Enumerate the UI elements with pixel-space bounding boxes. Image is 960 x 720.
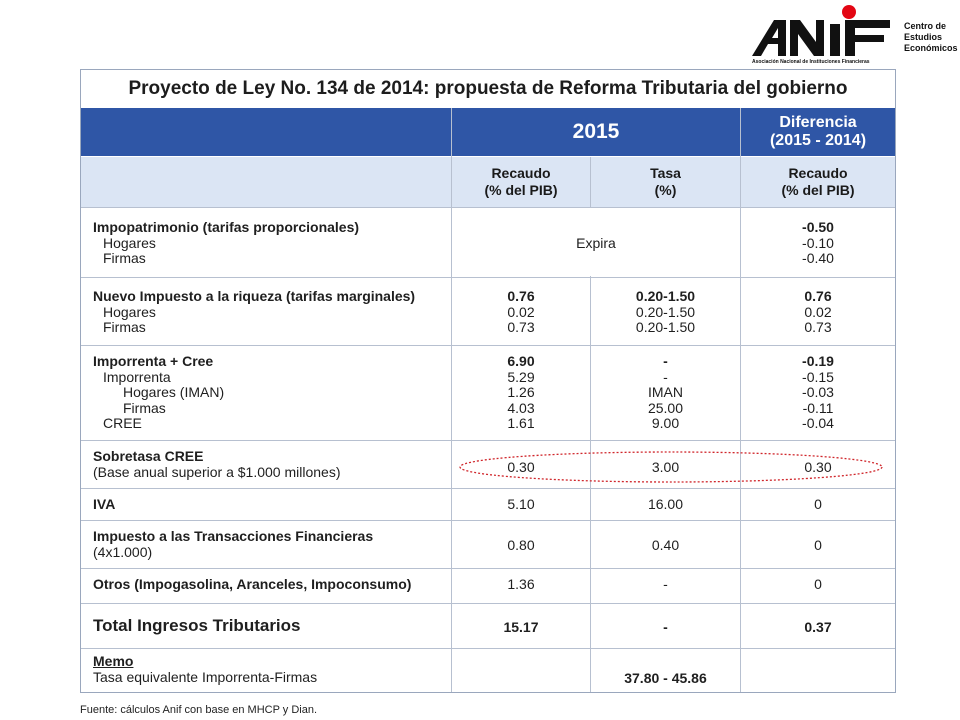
- header-diff: Diferencia (2015 - 2014): [741, 108, 895, 156]
- logo-subtitle: Asociación Nacional de Instituciones Financieras: [752, 59, 870, 65]
- riqueza-tasa: 0.20-1.50 0.20-1.50 0.20-1.50: [635, 288, 696, 335]
- grid-line: [81, 488, 895, 489]
- memo-tasa: 37.80 - 45.86: [624, 670, 707, 686]
- otros-recaudo: 1.36: [507, 576, 535, 592]
- subheader-recaudo: Recaudo (% del PIB): [452, 157, 590, 207]
- iva-tasa: 16.00: [647, 496, 684, 512]
- grid-line: [81, 648, 895, 649]
- highlight-ellipse: [458, 450, 884, 484]
- total-recaudo: 15.17: [503, 619, 539, 635]
- iva-diff: 0: [814, 496, 822, 512]
- otros-diff: 0: [814, 576, 822, 592]
- impopatrimonio-diff: -0.50 -0.10 -0.40: [802, 219, 834, 266]
- row-iva-label: IVA: [93, 496, 116, 512]
- total-diff: 0.37: [804, 619, 832, 635]
- table-title: Proyecto de Ley No. 134 de 2014: propuesta de Reforma Tributaria del gobierno: [81, 70, 895, 108]
- row-total-label: Total Ingresos Tributarios: [93, 616, 301, 635]
- grid-line: [81, 440, 895, 441]
- riqueza-diff: 0.76 0.02 0.73: [804, 288, 832, 335]
- grid-line: [81, 568, 895, 569]
- row-memo-labels: Memo Tasa equivalente Imporrenta-Firmas: [93, 653, 318, 685]
- sobretasa-recaudo: 0.30: [507, 459, 535, 475]
- grid-line: [81, 603, 895, 604]
- transacciones-recaudo: 0.80: [507, 537, 535, 553]
- grid-line: [81, 345, 895, 346]
- logo-side-text: Centro de Estudios Económicos: [904, 21, 958, 53]
- row-riqueza-labels: Nuevo Impuesto a la riqueza (tarifas marginales) Hogares Firmas: [93, 288, 416, 335]
- row-sobretasa-labels: Sobretasa CREE (Base anual superior a $1.000 millones): [93, 448, 341, 480]
- otros-tasa: -: [663, 576, 668, 592]
- row-otros-label: Otros (Impogasolina, Aranceles, Impoconsumo): [93, 576, 412, 592]
- sobretasa-diff: 0.30: [804, 459, 832, 475]
- source-footer: Fuente: cálculos Anif con base en MHCP y Dian.: [80, 704, 318, 716]
- anif-logo: [752, 4, 957, 70]
- grid-line: [81, 277, 895, 278]
- imporrenta-tasa: - - IMAN 25.00 9.00: [647, 353, 684, 431]
- transacciones-diff: 0: [814, 537, 822, 553]
- row-transacciones-labels: Impuesto a las Transacciones Financieras (4x1.000): [93, 528, 374, 560]
- subheader-recaudo-diff: Recaudo (% del PIB): [741, 157, 895, 207]
- anif-logo-mark: [752, 4, 892, 60]
- header-year: 2015: [452, 108, 740, 156]
- grid-line: [81, 520, 895, 521]
- transacciones-tasa: 0.40: [651, 537, 680, 553]
- header-blank: [81, 108, 451, 156]
- logo-red-dot: [842, 5, 856, 19]
- impopatrimonio-expira: Expira: [576, 235, 616, 251]
- subheader-tasa: Tasa (%): [591, 157, 740, 207]
- row-impopatrimonio-labels: Impopatrimonio (tarifas proporcionales) Hogares Firmas: [93, 219, 360, 266]
- tax-reform-table: [80, 69, 896, 693]
- imporrenta-diff: -0.19 -0.15 -0.03 -0.11 -0.04: [802, 353, 834, 431]
- sobretasa-tasa: 3.00: [651, 459, 680, 475]
- riqueza-recaudo: 0.76 0.02 0.73: [507, 288, 535, 335]
- subheader-blank: [81, 157, 451, 207]
- row-imporrenta-labels: Imporrenta + Cree Imporrenta Hogares (IMAN) Firmas CREE: [93, 353, 225, 431]
- imporrenta-recaudo: 6.90 5.29 1.26 4.03 1.61: [507, 353, 535, 431]
- iva-recaudo: 5.10: [507, 496, 535, 512]
- total-tasa: -: [663, 619, 668, 635]
